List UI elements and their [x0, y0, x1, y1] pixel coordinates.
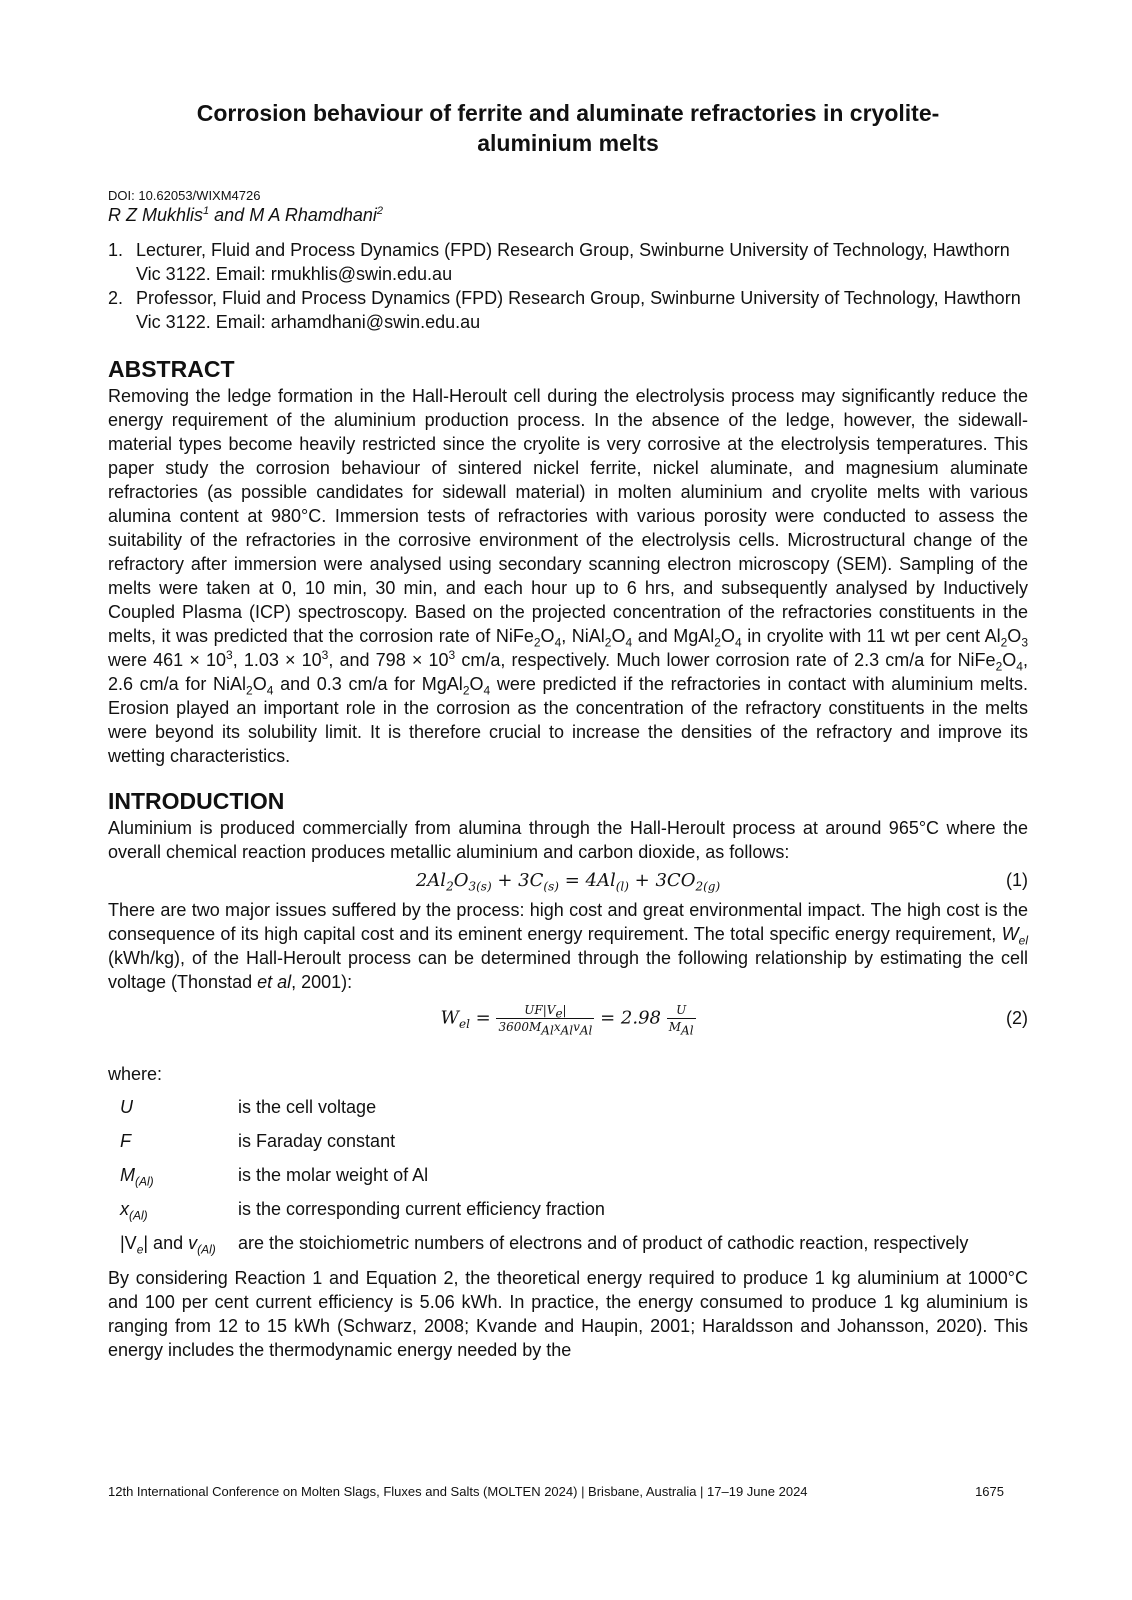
doi: DOI: 10.62053/WIXM4726 [108, 188, 261, 203]
definition-row: $x_{(Al)}$ is the corresponding current efficiency fraction [120, 1199, 605, 1223]
intro-paragraph-1: Aluminium is produced commercially from alumina through the Hall-Heroult process at around 965°C where the overall chemical reaction produces metallic aluminium and carbon dioxide, as follows: [108, 818, 1028, 862]
author-1: R Z Mukhlis [108, 205, 204, 225]
paper-page [108, 98, 1028, 1362]
symbol-definitions [108, 1096, 1028, 1257]
conference-info: 12th International Conference on Molten Slags, Fluxes and Salts (MOLTEN 2024) | Brisbane, Australia | 17–19 June 2024 [108, 1484, 808, 1499]
page-number: 1675 [975, 1484, 1004, 1499]
abstract-text: Removing the ledge formation in the Hall-Heroult cell during the electrolysis process may significantly reduce the energy requirement of the aluminium production process. In the absence of the ledge, however, the sidewall-material types become heavily restricted since the cryolite is very corrosive at the electrolysis temperatures. This paper study the corrosion behaviour of sintered nickel ferrite, nickel aluminate, and magnesium aluminate refractories (as possible candidates for sidewall material) in molten aluminium and cryolite melts with various alumina content at 980°C. Immersion tests of refractories with various porosity were conducted to assess the suitability of the refractories in the corrosive environment of the electrolysis cells. Microstructural change of the refractory after immersion were analysed using secondary scanning electron microscopy (SEM). Sampling of the melts were taken at 0, 10 min, 30 min, and each hour up to 6 hrs, and subsequently analysed by Inductively Coupled Plasma (ICP) spectroscopy. Based on the projected concentration of the refractories constituents in the melts, it was predicted that the corrosion rate of $NiFe_2O_4$, $NiAl_2O_4$ and $MgAl_2O_4$ in cryolite with 11 wt per cent $Al_2O_3$ were $461 \times 10^3$, $1.03 \times 10^3$, and $798 \times 10^3$ cm/a, respectively. Much lower corrosion rate of 2.3 cm/a for $NiFe_2O_4$, 2.6 cm/a for $NiAl_2O_4$ and 0.3 cm/a for $MgAl_2O_4$ were predicted if the refractories in contact with aluminium melts. Erosion played an important role in the corrosion as the concentration of the refractory constituents in the melts were beyond its solubility limit. It is therefore crucial to increase the densities of the refractory and improve its wetting characteristics. [108, 386, 1028, 766]
page-footer [108, 1484, 1004, 1500]
intro-paragraph-3: By considering Reaction 1 and Equation 2, the theoretical energy required to produce 1 kg aluminium at 1000°C and 100 per cent current efficiency is 5.06 kWh. In practice, the energy consumed to produce 1 kg aluminium is ranging from 12 to 15 kWh (Schwarz, 2008; Kvande and Haupin, 2001; Haraldsson and Johansson, 2020). This energy includes the thermodynamic energy needed by the [108, 1268, 1028, 1360]
abstract-heading: ABSTRACT [108, 356, 235, 382]
where-label: where: [108, 1064, 163, 1084]
equation-1-expression: $2Al_2O_{3(s)} + 3C_{(s)} = 4Al_{(l)} + 3CO_{2(g)}$ [415, 870, 721, 894]
equation-1-number: (1) [1006, 870, 1028, 890]
intro-paragraph-2: There are two major issues suffered by the process: high cost and great environmental impact. The high cost is the consequence of its high capital cost and its eminent energy requirement. The total specific energy requirement, $W_{el}$ (kWh/kg), of the Hall-Heroult process can be determined through the following relationship by estimating the cell voltage (Thonstad et al, 2001): [108, 900, 1028, 992]
definition-row: F is Faraday constant [120, 1131, 396, 1151]
definition-row: $|V_e|$ and $v_{(Al)}$ are the stoichiometric numbers of electrons and of product of cathodic reaction, respectively [120, 1233, 969, 1257]
affiliations [108, 238, 1028, 334]
equation-2 [108, 994, 1028, 1048]
introduction-heading: INTRODUCTION [108, 788, 285, 814]
affiliation-item: 2. Professor, Fluid and Process Dynamics (FPD) Research Group, Swinburne University of Technology, Hawthorn Vic 3122. Email: arhamdhani@swin.edu.au [108, 288, 1021, 332]
equation-2-expression: $W_{el}$ = $\frac{UF|V_e|}{3600M_{Al}x_{Al}v_{Al}}$ = 2.98 $\frac{U}{M_{Al}}$ [440, 1003, 694, 1038]
definition-row: U is the cell voltage [120, 1097, 377, 1117]
definition-row: $M_{(Al)}$ is the molar weight of Al [120, 1165, 429, 1189]
equation-1 [108, 864, 1028, 898]
equation-2-number: (2) [1006, 1008, 1028, 1028]
authors: R Z Mukhlis$^1$ and M A Rhamdhani$^2$ [108, 205, 384, 225]
paper-title: Corrosion behaviour of ferrite and aluminate refractories in cryolite- aluminium melts [196, 100, 940, 156]
author-2: M A Rhamdhani [249, 205, 377, 225]
affiliation-item: 1. Lecturer, Fluid and Process Dynamics (FPD) Research Group, Swinburne University of Technology, Hawthorn Vic 3122. Email: rmukhlis@swin.edu.au [108, 240, 1010, 284]
